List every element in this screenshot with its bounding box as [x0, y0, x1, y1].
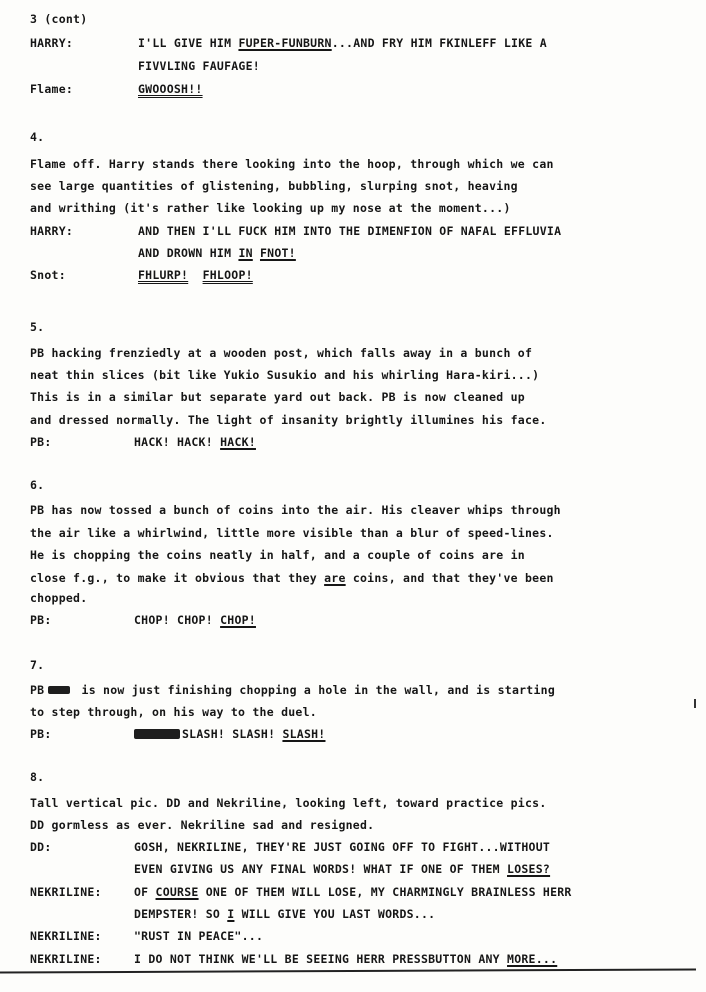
character-label: PB:	[30, 435, 52, 449]
dialogue-line: SLASH! SLASH! SLASH!	[134, 727, 325, 741]
scene-description: He is chopping the coins neatly in half, and a couple of coins are in	[30, 548, 525, 562]
character-label: HARRY:	[30, 36, 74, 50]
margin-mark	[694, 699, 696, 708]
scene-description: PB hacking frenziedly at a wooden post, which falls away in a bunch of	[30, 346, 533, 360]
dialogue-line: EVEN GIVING US ANY FINAL WORDS! WHAT IF ONE OF THEM LOSES?	[134, 862, 551, 876]
scene-description: chopped.	[30, 591, 88, 605]
scene-description: neat thin slices (bit like Yukio Susukio and his whirling Hara-kiri...)	[30, 368, 540, 382]
scene-description: Tall vertical pic. DD and Nekriline, looking left, toward practice pics.	[30, 796, 547, 810]
dialogue-line: "RUST IN PEACE"...	[134, 929, 264, 943]
scene-heading: 6.	[30, 478, 45, 492]
page-bottom-rule	[0, 968, 696, 973]
character-label: HARRY:	[30, 224, 74, 238]
strikeout-mark	[48, 686, 70, 694]
strikeout-mark	[134, 729, 180, 739]
dialogue-line: OF COURSE ONE OF THEM WILL LOSE, MY CHARMINGLY BRAINLESS HERR	[134, 885, 572, 899]
scene-description: to step through, on his way to the duel.	[30, 705, 317, 719]
scene-heading: 4.	[30, 130, 45, 144]
dialogue-line: CHOP! CHOP! CHOP!	[134, 613, 256, 627]
character-label: NEKRILINE:	[30, 929, 102, 943]
dialogue-line: I DO NOT THINK WE'LL BE SEEING HERR PRESSBUTTON ANY MORE...	[134, 952, 558, 966]
scene-description: see large quantities of glistening, bubbling, slurping snot, heaving	[30, 179, 518, 193]
sound-effect: GWOOOSH!!	[138, 82, 203, 96]
character-label: PB:	[30, 613, 52, 627]
character-label: NEKRILINE:	[30, 885, 102, 899]
character-label: NEKRILINE:	[30, 952, 102, 966]
character-label: Snot:	[30, 268, 66, 282]
scene-description: PB has now tossed a bunch of coins into the air. His cleaver whips through	[30, 503, 561, 517]
dialogue-line: AND THEN I'LL FUCK HIM INTO THE DIMENFION OF NAFAL EFFLUVIA	[138, 224, 562, 238]
character-label: DD:	[30, 840, 52, 854]
scene-description: and writhing (it's rather like looking up my nose at the moment...)	[30, 201, 511, 215]
dialogue-line: FIVVLING FAUFAGE!	[138, 59, 260, 73]
sound-effect: FHLURP! FHLOOP!	[138, 268, 253, 282]
dialogue-line: I'LL GIVE HIM FUPER-FUNBURN...AND FRY HIM FKINLEFF LIKE A	[138, 36, 547, 50]
dialogue-line: GOSH, NEKRILINE, THEY'RE JUST GOING OFF TO FIGHT...WITHOUT	[134, 840, 551, 854]
scene-description: PB is now just finishing chopping a hole in the wall, and is starting	[30, 683, 555, 697]
dialogue-line: HACK! HACK! HACK!	[134, 435, 256, 449]
scene-description: and dressed normally. The light of insanity brightly illumines his face.	[30, 413, 547, 427]
scene-description: close f.g., to make it obvious that they are coins, and that they've been	[30, 571, 554, 585]
dialogue-line: DEMPSTER! SO I WILL GIVE YOU LAST WORDS...	[134, 907, 436, 921]
scene-description: the air like a whirlwind, little more visible than a blur of speed-lines.	[30, 526, 554, 540]
scene-heading: 5.	[30, 320, 45, 334]
scene-heading: 3 (cont)	[30, 12, 88, 26]
dialogue-line: AND DROWN HIM IN FNOT!	[138, 246, 296, 260]
scene-heading: 7.	[30, 658, 45, 672]
character-label: PB:	[30, 727, 52, 741]
character-label: Flame:	[30, 82, 74, 96]
scene-description: DD gormless as ever. Nekriline sad and resigned.	[30, 818, 375, 832]
scene-heading: 8.	[30, 770, 45, 784]
scene-description: Flame off. Harry stands there looking into the hoop, through which we can	[30, 157, 554, 171]
scene-description: This is in a similar but separate yard out back. PB is now cleaned up	[30, 390, 525, 404]
